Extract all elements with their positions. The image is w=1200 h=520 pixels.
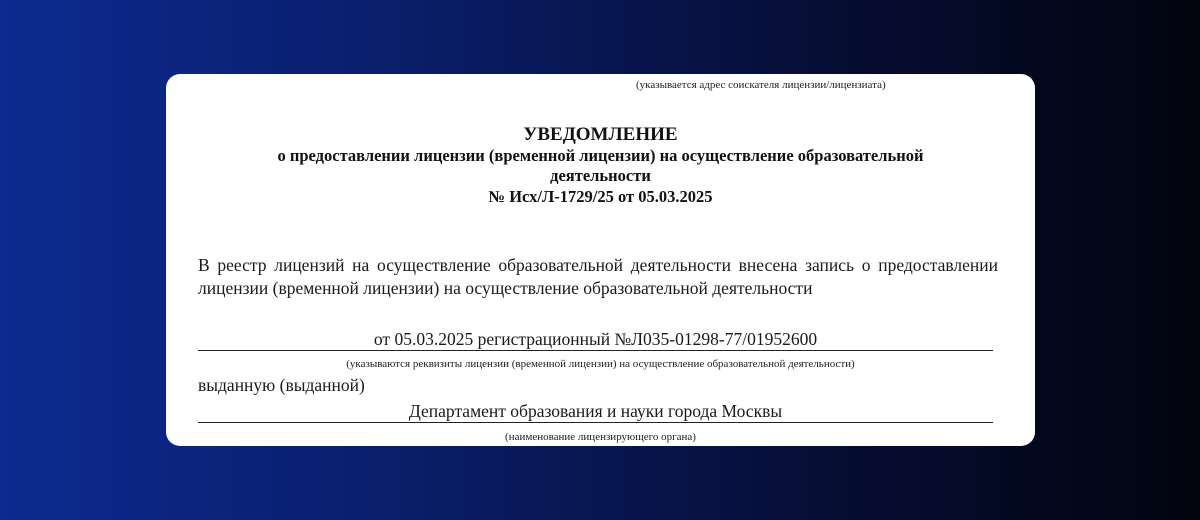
- license-details-hint: (указываются реквизиты лицензии (временной лицензии) на осуществление образовательной деятельности): [346, 358, 855, 370]
- document-title: УВЕДОМЛЕНИЕ: [523, 124, 678, 145]
- address-note: (указывается адрес соискателя лицензии/лицензиата): [636, 79, 886, 91]
- document-subtitle-line1: о предоставлении лицензии (временной лицензии) на осуществление образовательной: [277, 146, 924, 165]
- document-card: [166, 74, 1035, 446]
- issuer-field: Департамент образования и науки города Москвы: [198, 400, 993, 423]
- title-block: [166, 124, 1035, 207]
- document-subtitle-line2: деятельности: [550, 166, 651, 185]
- document-number: № Исх/Л-1729/25 от 05.03.2025: [488, 187, 713, 206]
- body-paragraph: В реестр лицензий на осуществление образовательной деятельности внесена запись о предоставлении лицензии (временной лицензии) на осуществление образовательной деятельности: [198, 255, 998, 298]
- issued-label: выданную (выданной): [198, 375, 365, 395]
- issuer-hint: (наименование лицензирующего органа): [505, 431, 696, 443]
- license-details-field: от 05.03.2025 регистрационный №Л035-01298-77/01952600: [198, 328, 993, 351]
